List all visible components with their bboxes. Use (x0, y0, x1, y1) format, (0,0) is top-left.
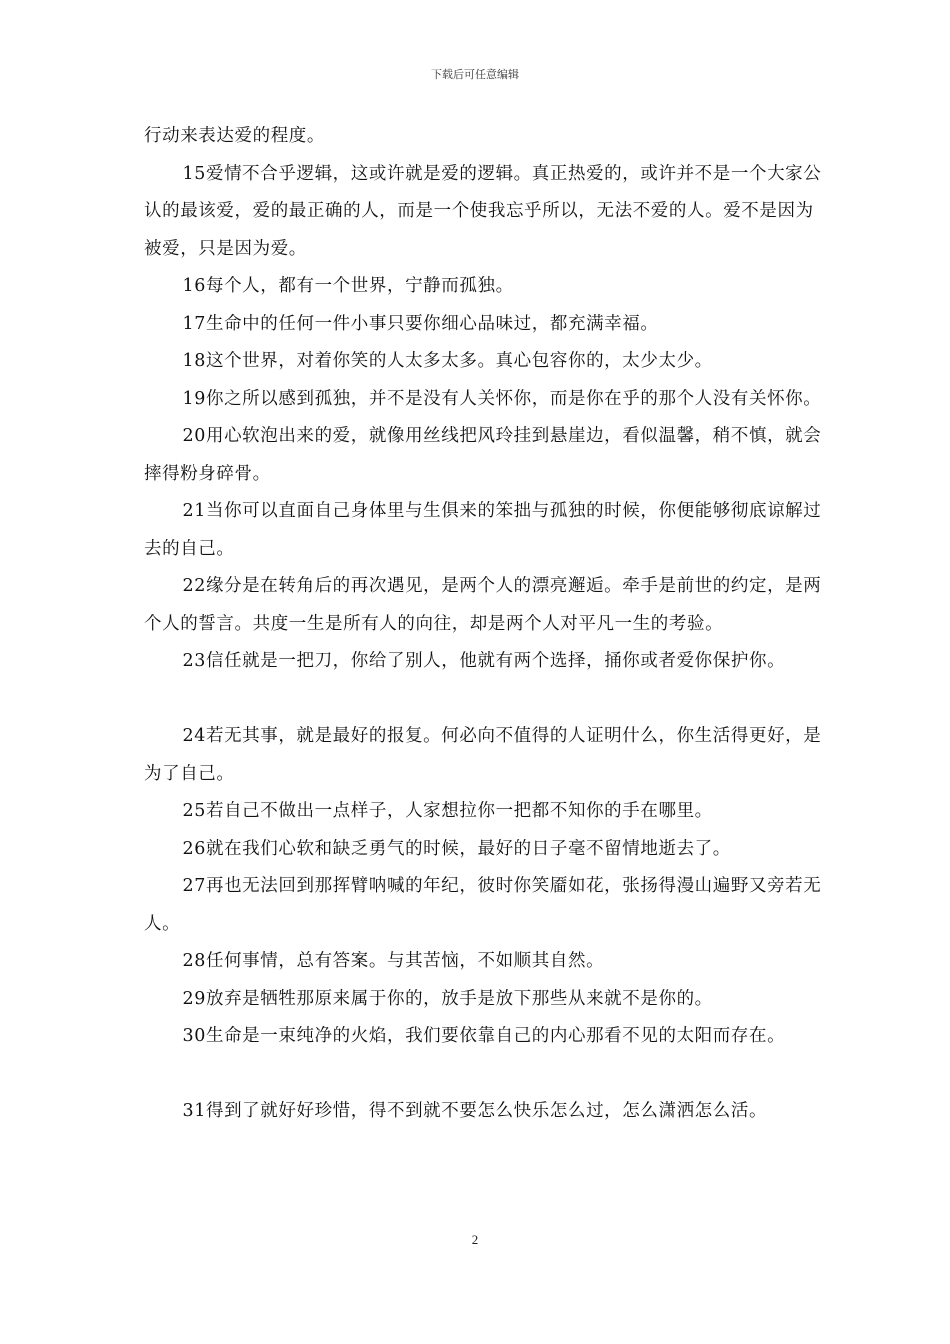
paragraph: 15爱情不合乎逻辑，这或许就是爱的逻辑。真正热爱的，或许并不是一个大家公认的最该爱，爱的最正确的人，而是一个使我忘乎所以，无法不爱的人。爱不是因为被爱，只是因为爱。 (144, 163, 822, 259)
paragraph: 30生命是一束纯净的火焰，我们要依靠自己的内心那看不见的太阳而存在。 (182, 1026, 786, 1046)
paragraph: 行动来表达爱的程度。 (144, 126, 325, 146)
blank-line (144, 1056, 826, 1094)
paragraph: 27再也无法回到那挥臂呐喊的年纪，彼时你笑靥如花，张扬得漫山遍野又旁若无人。 (144, 876, 822, 934)
paragraph: 17生命中的任何一件小事只要你细心品味过，都充满幸福。 (182, 313, 659, 334)
paragraph: 28任何事情，总有答案。与其苦恼，不如顺其自然。 (182, 951, 605, 971)
paragraph: 19你之所以感到孤独，并不是没有人关怀你，而是你在乎的那个人没有关怀你。 (182, 388, 822, 409)
paragraph: 18这个世界，对着你笑的人太多太多。真心包容你的，太少太少。 (182, 351, 713, 371)
paragraph: 22缘分是在转角后的再次遇见，是两个人的漂亮邂逅。牵手是前世的约定，是两个人的誓言。共度一生是所有人的向往，却是两个人对平凡一生的考验。 (144, 576, 822, 634)
paragraph: 16每个人，都有一个世界，宁静而孤独。 (182, 276, 514, 296)
paragraph: 24若无其事，就是最好的报复。何必向不值得的人证明什么，你生活得更好，是为了自己。 (144, 726, 822, 784)
document-body (144, 118, 826, 1131)
paragraph: 31得到了就好好珍惜，得不到就不要怎么快乐怎么过，怎么潇洒怎么活。 (182, 1101, 768, 1121)
blank-line (144, 681, 826, 719)
paragraph: 21当你可以直面自己身体里与生俱来的笨拙与孤独的时候，你便能够彻底谅解过去的自己。 (144, 501, 822, 559)
paragraph: 29放弃是牺牲那原来属于你的，放手是放下那些从来就不是你的。 (182, 988, 713, 1009)
paragraph: 26就在我们心软和缺乏勇气的时候，最好的日子毫不留情地逝去了。 (182, 838, 731, 859)
paragraph: 20用心软泡出来的爱，就像用丝线把风玲挂到悬崖边，看似温馨，稍不慎，就会摔得粉身碎骨。 (144, 426, 822, 484)
page-number: 2 (471, 1232, 479, 1247)
paragraph: 25若自己不做出一点样子，人家想拉你一把都不知你的手在哪里。 (182, 801, 713, 821)
paragraph: 23信任就是一把刀，你给了别人，他就有两个选择，捅你或者爱你保护你。 (182, 651, 786, 671)
page-header: 下载后可任意编辑 (431, 68, 519, 81)
